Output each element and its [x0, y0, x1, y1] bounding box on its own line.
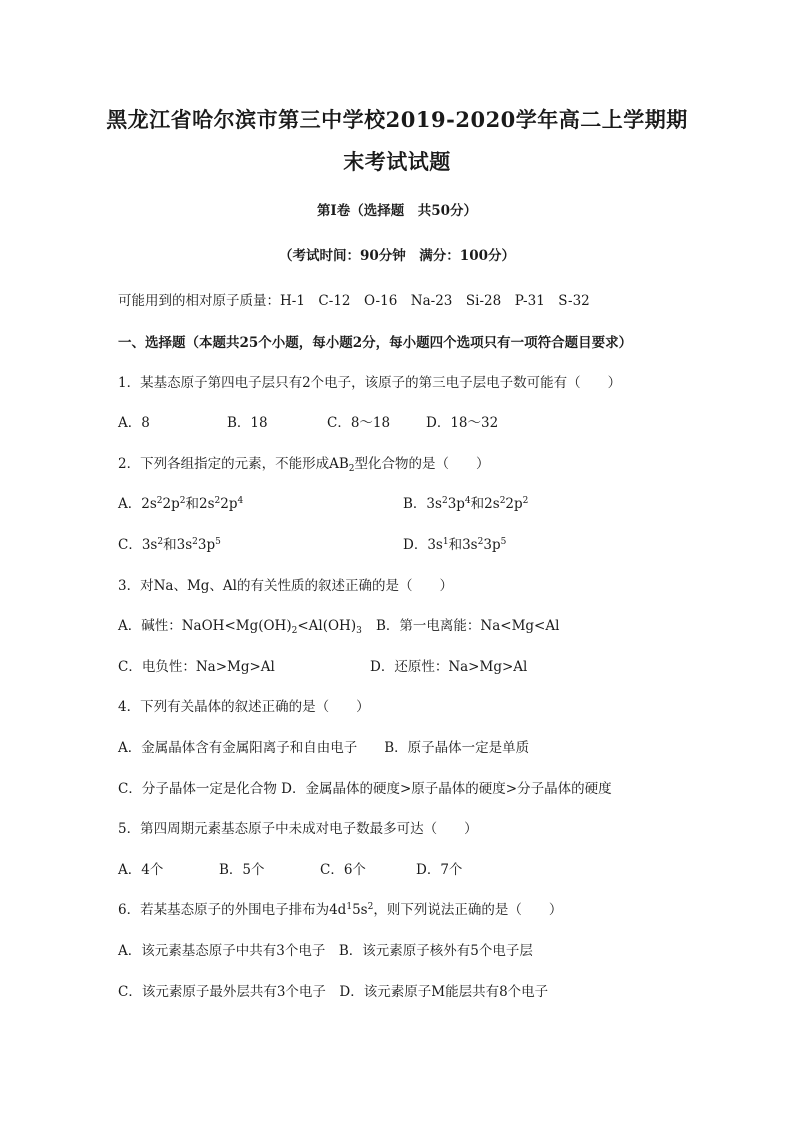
question-3-option-b: B．第一电离能：Na<Mg<Al [376, 618, 560, 634]
atomic-masses: 可能用到的相对原子质量：H-1 C-12 O-16 Na-23 Si-28 P-31 S-32 [118, 293, 590, 309]
question-1-option-b: B．18 [227, 415, 268, 431]
section-heading: 一、选择题（本题共25个小题，每小题2分，每小题四个选项只有一项符合题目要求） [118, 335, 633, 351]
question-6-stem: 6．若某基态原子的外围电子排布为$4d^15s^2$，则下列说法正确的是（ ） [118, 902, 563, 918]
question-5-option-a: A．4个 [118, 862, 164, 878]
question-4-options-ab: A．金属晶体含有金属阳离子和自由电子 B．原子晶体一定是单质 [118, 740, 530, 756]
question-3-option-a: A．碱性：$NaOH<Mg(OH)_2<Al(OH)_3$ [118, 618, 362, 636]
volume-heading: 第Ⅰ卷（选择题 共50分） [316, 203, 478, 219]
question-5-option-d: D．7个 [416, 862, 463, 878]
question-6-options-cd: C．该元素原子最外层共有3个电子 D．该元素原子M能层共有8个电子 [118, 984, 549, 1000]
question-4-stem: 4．下列有关晶体的叙述正确的是（ ） [118, 699, 370, 715]
question-3-stem: 3．对Na、Mg、Al的有关性质的叙述正确的是（ ） [118, 578, 453, 594]
question-2-option-d: D．$3s^1$和$3s^23p^5$ [403, 537, 507, 553]
question-2-option-a: A．$2s^22p^2$和$2s^22p^4$ [118, 496, 244, 512]
exam-info: （考试时间：90分钟 满分：100分） [279, 248, 515, 264]
question-2-stem: 2．下列各组指定的元素，不能形成$AB_2$型化合物的是（ ） [118, 456, 490, 474]
question-1-option-a: A．8 [118, 415, 150, 431]
question-1-option-d: D．18～32 [426, 415, 499, 431]
exam-title-line-1: 黑龙江省哈尔滨市第三中学校2019-2020学年高二上学期期 [106, 107, 688, 132]
question-5-option-c: C．6个 [320, 862, 366, 878]
question-2-option-c: C．$3s^2$和$3s^23p^5$ [118, 537, 221, 553]
exam-title-line-2: 末考试试题 [343, 149, 451, 174]
question-5-option-b: B．5个 [219, 862, 265, 878]
question-3-option-c: C．电负性：Na>Mg>Al [118, 659, 275, 675]
question-1-stem: 1．某基态原子第四电子层只有2个电子，该原子的第三电子层电子数可能有（ ） [118, 375, 622, 391]
question-3-option-d: D．还原性：Na>Mg>Al [370, 659, 528, 675]
question-1-option-c: C．8～18 [327, 415, 391, 431]
question-5-stem: 5．第四周期元素基态原子中未成对电子数最多可达（ ） [118, 821, 478, 837]
question-4-options-cd: C．分子晶体一定是化合物 D．金属晶体的硬度>原子晶体的硬度>分子晶体的硬度 [118, 781, 612, 797]
question-2-option-b: B．$3s^23p^4$和$2s^22p^2$ [403, 496, 529, 512]
question-6-options-ab: A．该元素基态原子中共有3个电子 B．该元素原子核外有5个电子层 [118, 943, 533, 959]
